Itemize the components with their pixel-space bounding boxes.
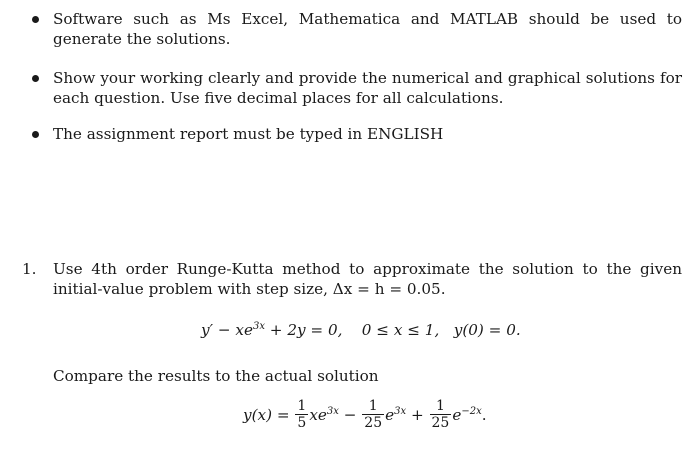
ode-initial-condition: y(0) = 0.: [453, 321, 521, 339]
bullet-text: The assignment report must be typed in ENGLISH: [53, 125, 444, 143]
term-exponent: 3x: [394, 405, 407, 417]
operator: −: [343, 405, 357, 424]
actual-solution-equation: [243, 398, 487, 442]
term-exponent: −2x: [461, 405, 482, 417]
ode-domain: 0 ≤ x ≤ 1,: [361, 321, 440, 339]
ode-equation: [201, 320, 521, 340]
bullet-icon: [32, 131, 39, 138]
bullet-text: Show your working clearly and provide the numerical and graphical solutions for each question. Use five decimal places for all calculations.: [53, 69, 682, 107]
bullet-icon: [32, 16, 39, 23]
bullet-icon: [32, 75, 39, 82]
fraction-numerator: 1: [362, 398, 384, 415]
fraction-numerator: 1: [297, 398, 307, 414]
fraction-denominator: 25: [431, 415, 450, 431]
ode-lhs-b: + 2y = 0,: [264, 321, 343, 339]
question-text: Use 4th order Runge-Kutta method to approximate the solution to the given initial-value problem with step size, Δx = h = 0.05.: [53, 260, 682, 298]
term-tail: $xe^{3x}$: [309, 405, 339, 424]
fraction-denominator: 5: [297, 415, 307, 431]
term-exponent: 3x: [326, 405, 339, 417]
compare-text: Compare the results to the actual solution: [53, 367, 379, 385]
ode-exponent: 3x: [252, 321, 265, 332]
operator: +: [410, 405, 424, 424]
fraction-denominator: 25: [364, 415, 383, 431]
ode-lhs-a: y′ − xe: [201, 321, 253, 339]
question-number: 1.: [22, 260, 37, 278]
fraction: [362, 398, 384, 431]
fraction: [430, 398, 452, 431]
bullet-text: Software such as Ms Excel, Mathematica and MATLAB should be used to generate the solutions.: [53, 10, 682, 48]
fraction-numerator: 1: [430, 398, 452, 415]
fraction: [295, 398, 308, 431]
solution-lhs: y(x) =: [243, 405, 290, 424]
term-tail: $e^{-2x}$.: [452, 405, 487, 424]
term-tail: $e^{3x}$: [385, 405, 407, 424]
